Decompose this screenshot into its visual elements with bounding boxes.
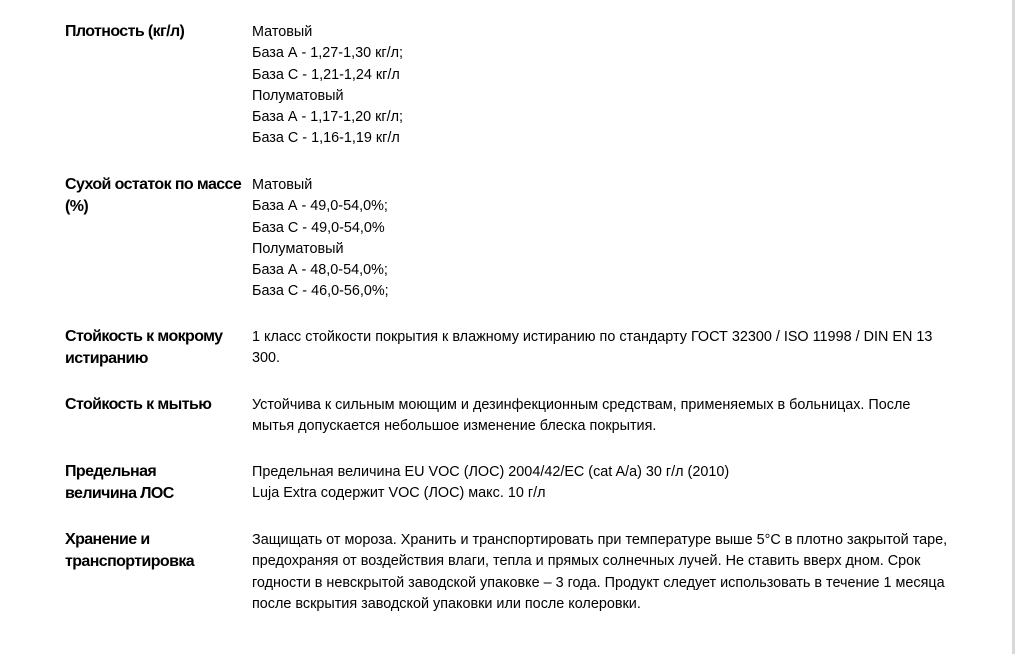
spec-row-storage bbox=[65, 529, 955, 619]
spec-value-line: Полуматовый bbox=[252, 240, 344, 257]
spec-value-text: 1 класс стойкости покрытия к влажному истиранию по стандарту ГОСТ 32300 / ISO 11998 / DIN EN 13 300. bbox=[252, 329, 933, 367]
spec-value-line: Полуматовый bbox=[252, 87, 344, 104]
spec-value-line: База С - 49,0-54,0% bbox=[252, 219, 385, 236]
spec-value-line: База С - 46,0-56,0%; bbox=[252, 283, 389, 300]
spec-row-voc-limit bbox=[65, 461, 955, 529]
spec-value-line: База А - 1,27-1,30 кг/л; bbox=[252, 45, 404, 62]
spec-value-text: Защищать от мороза. Хранить и транспортировать при температуре выше 5°C в плотно закрытой таре, предохраняя от воздействия влаги, тепла и прямых солнечных лучей. Не ставить вверх дном. Срок годности в невскрытой заводской упаковке – 3 года. Продукт следует использовать в течение 1 месяца после вскрытия заводской упаковки или после колеровки. bbox=[252, 532, 948, 612]
spec-label-washing: Стойкость к мытью bbox=[65, 396, 212, 413]
spec-label-dry-residue: Сухой остаток по массе (%) bbox=[65, 176, 242, 215]
spec-label-voc-limit: Предельная величина ЛОС bbox=[65, 463, 174, 502]
spec-row-density bbox=[65, 21, 955, 174]
spec-value-text: Устойчива к сильным моющим и дезинфекционным средствам, применяемых в больницах. После мытья допускается небольшое изменение блеска покрытия. bbox=[252, 397, 911, 435]
spec-value-line: База А - 48,0-54,0%; bbox=[252, 262, 388, 279]
spec-row-wet-abrasion bbox=[65, 326, 955, 394]
spec-value-line: База А - 49,0-54,0%; bbox=[252, 198, 388, 215]
spec-row-dry-residue bbox=[65, 174, 955, 326]
spec-value-line: Матовый bbox=[252, 24, 313, 40]
spec-value-wet-abrasion bbox=[252, 326, 955, 370]
spec-value-washing bbox=[252, 394, 955, 438]
spec-value-storage bbox=[252, 529, 955, 615]
spec-value-line: Luja Extra содержит VOC (ЛОС) макс. 10 г/л bbox=[252, 485, 546, 502]
spec-label-wet-abrasion: Стойкость к мокрому истиранию bbox=[65, 328, 223, 367]
spec-value-line: Матовый bbox=[252, 177, 313, 193]
spec-label-storage: Хранение и транспортировка bbox=[65, 531, 195, 570]
spec-row-washing bbox=[65, 394, 955, 461]
spec-value-dry-residue bbox=[252, 174, 955, 303]
spec-label-density: Плотность (кг/л) bbox=[65, 23, 185, 40]
spec-value-line: База С - 1,16-1,19 кг/л bbox=[252, 130, 400, 147]
spec-table bbox=[65, 21, 955, 619]
spec-value-density bbox=[252, 21, 955, 150]
spec-value-line: База С - 1,21-1,24 кг/л bbox=[252, 66, 400, 83]
spec-value-line: Предельная величина EU VOC (ЛОС) 2004/42/EC (cat A/a) 30 г/л (2010) bbox=[252, 464, 730, 480]
spec-value-line: База А - 1,17-1,20 кг/л; bbox=[252, 109, 404, 126]
spec-value-voc-limit bbox=[252, 461, 955, 505]
